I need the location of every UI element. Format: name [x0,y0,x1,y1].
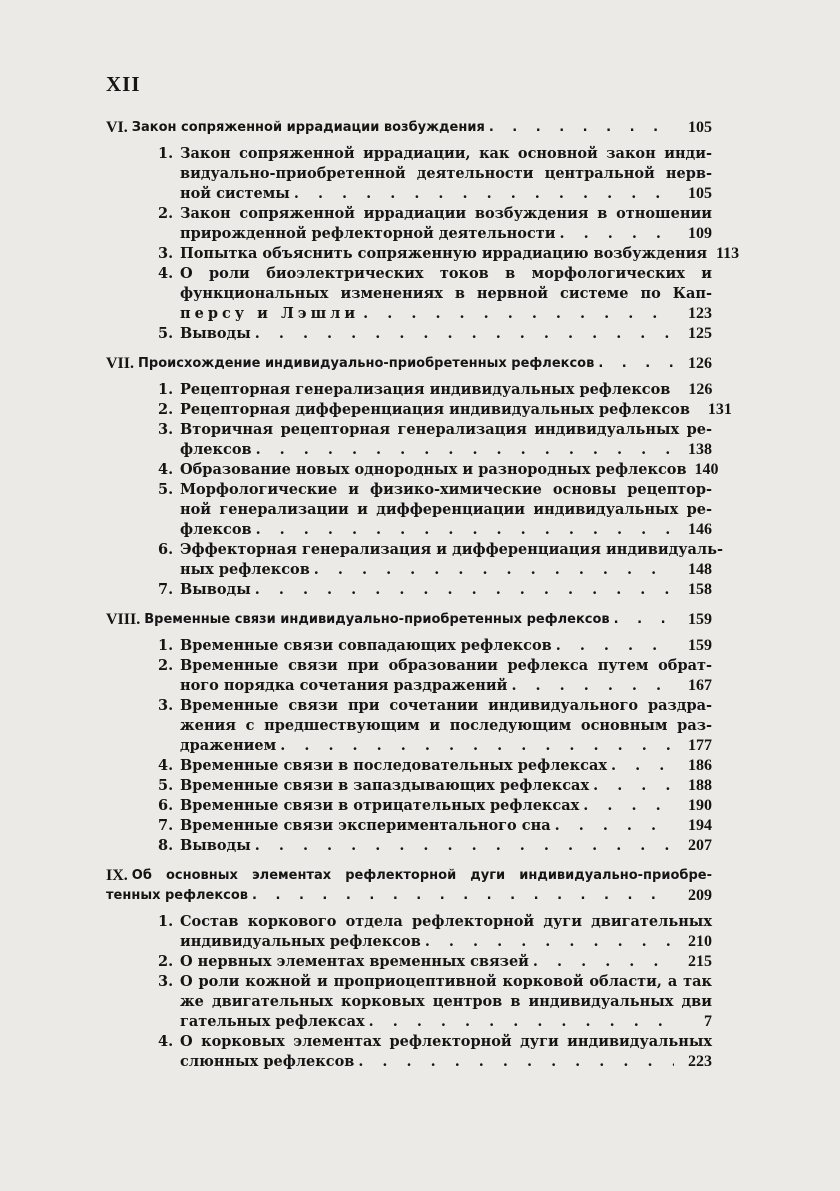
toc-entry [158,696,712,756]
entry-text: Выводы [180,581,251,598]
toc-entry [158,420,712,460]
entry-number: 6. [158,541,174,558]
leader-dots [314,560,674,580]
leader-dots [280,736,674,756]
chapter-title: Закон сопряженной иррадиации возбуждения [131,120,485,135]
entry-text: Временные связи при образовании рефлекса путем обрат- [180,657,712,674]
entry-text: жения с предшествующим и последующим основным раз- [180,717,712,734]
entry-number: 5. [158,777,174,794]
entry-text: Эффекторная генерализация и дифференциация индивидуаль- [180,541,723,558]
entry-number: 8. [158,837,174,854]
entry-text: слюнных рефлексов [180,1053,355,1070]
entry-text: флексов [180,441,252,458]
entry-text: Выводы [180,837,251,854]
page-ref: 105 [688,185,712,202]
entry-text: Временные связи в последовательных рефлексах [180,757,607,774]
chapter-vi [106,118,740,344]
entry-text: О нервных элементах временных связей [180,953,529,970]
entry-text: Временные связи при сочетании индивидуального раздра- [180,697,712,714]
entry-text: Временные связи совпадающих рефлексов [180,637,552,654]
page-ref: 138 [688,441,712,458]
leader-dots [560,224,674,244]
entry-text: индивидуальных рефлексов [180,933,421,950]
leader-dots [256,520,674,540]
page-ref: 177 [688,737,712,754]
leader-dots [255,324,674,344]
entry-text: Вторичная рецепторная генерализация индивидуальных ре- [180,421,712,438]
toc-entry [158,756,712,776]
toc-entry [158,400,732,420]
entry-text: Закон сопряженной иррадиации, как основной закон инди- [180,145,712,162]
entry-text: дражением [180,737,277,754]
entry-number: 4. [158,461,174,478]
chapter-heading [106,610,712,630]
entry-number: 3. [158,697,174,714]
chapter-heading [106,354,712,374]
entry-text: персу и Лэшли [180,305,360,322]
entry-text: Состав коркового отдела рефлекторной дуги двигательных [180,913,712,930]
page-number: XII [106,72,141,96]
entry-text: Временные связи в отрицательных рефлексах [180,797,580,814]
toc-entry [158,816,712,836]
entry-text: же двигательных корковых центров в индивидуальных дви [180,993,712,1010]
chapter-heading [106,118,712,138]
toc-entry [158,204,712,244]
page-ref: 105 [688,119,712,136]
leader-dots [252,886,674,906]
leader-dots [363,304,674,324]
page-ref: 123 [688,305,712,322]
toc-entry [158,972,712,1032]
page-ref: 125 [688,325,712,342]
leader-dots [358,1052,674,1072]
chapter-number: VIII. [106,611,141,628]
page-ref: 113 [715,245,740,262]
page-ref: 109 [688,225,712,242]
entry-number: 2. [158,401,174,418]
chapter-heading [106,866,712,906]
entry-number: 7. [158,817,174,834]
entry-text: Рецепторная дифференциация индивидуальных рефлексов [180,401,690,418]
entry-text: прирожденной рефлекторной деятельности [180,225,556,242]
entry-number: 1. [158,145,174,162]
toc-entry [158,776,712,796]
toc-entry [158,636,712,656]
leader-dots [256,440,674,460]
leader-dots [425,932,674,952]
chapter-title: тенных рефлексов [106,888,249,903]
entry-number: 5. [158,481,174,498]
entry-number: 3. [158,245,174,262]
page-ref: 194 [688,817,712,834]
toc-entry [158,656,712,696]
entry-number: 5. [158,325,174,342]
entry-number: 3. [158,973,174,990]
leader-dots [583,796,674,816]
chapter-title: Происхождение индивидуально-приобретенных рефлексов [138,356,595,371]
toc-entry [158,912,712,952]
page-ref: 167 [688,677,712,694]
chapter-number: VI. [106,119,128,136]
entry-text: Закон сопряженной иррадиации возбуждения в отношении [180,205,712,222]
entry-number: 4. [158,265,174,282]
page-ref: 140 [694,461,719,478]
leader-dots [369,1012,674,1032]
chapter-ix [106,866,712,1072]
toc-entry [158,324,712,344]
entry-number: 4. [158,1033,174,1050]
leader-dots [593,776,674,796]
page-ref: 126 [688,355,712,372]
page-ref: 186 [688,757,712,774]
toc-entry [158,144,712,204]
toc-entry [158,796,712,816]
entry-text: О корковых элементах рефлекторной дуги индивидуальных [180,1033,712,1050]
toc-entry [158,380,712,400]
leader-dots [294,184,674,204]
page-ref: 210 [688,933,712,950]
page-ref: 159 [688,637,712,654]
entry-text: ной системы [180,185,290,202]
toc-entry [158,540,723,580]
chapter-viii [106,610,712,856]
entry-number: 4. [158,757,174,774]
page-ref: 158 [688,581,712,598]
page-ref: 190 [688,797,712,814]
entry-text: О роли кожной и проприоцептивной корковой области, а так [180,973,712,990]
page-ref: 223 [688,1053,712,1070]
page-ref: 207 [688,837,712,854]
entry-number: 2. [158,953,174,970]
toc-entry [158,480,712,540]
entry-text: флексов [180,521,252,538]
entry-number: 2. [158,205,174,222]
chapter-vii [106,354,732,600]
entry-text: функциональных изменениях в нервной системе по Кап- [180,285,712,302]
entry-text: Рецепторная генерализация индивидуальных рефлексов [180,381,671,398]
leader-dots [255,580,674,600]
leader-dots [614,610,674,630]
entry-number: 2. [158,657,174,674]
entry-text: Временные связи экспериментального сна [180,817,551,834]
toc-entry [158,244,740,264]
chapter-number: IX. [106,867,128,884]
page-ref: 146 [688,521,712,538]
entry-number: 1. [158,913,174,930]
entry-number: 7. [158,581,174,598]
chapter-title: Об основных элементах рефлекторной дуги индивидуально-приобре- [131,868,712,883]
entry-text: ной генерализации и дифференциации индивидуальных ре- [180,501,712,518]
page-ref: 131 [707,401,732,418]
entry-number: 6. [158,797,174,814]
page-ref: 209 [688,887,712,904]
entry-number: 3. [158,421,174,438]
toc-entry [158,580,712,600]
page-ref: 148 [688,561,712,578]
entry-text: гательных рефлексах [180,1013,365,1030]
entry-number: 1. [158,381,174,398]
toc-entry [158,836,712,856]
page-ref: 188 [688,777,712,794]
entry-text: Морфологические и физико-химические основы рецептор- [180,481,712,498]
chapter-number: VII. [106,355,135,372]
chapter-title: Временные связи индивидуально-приобретенных рефлексов [144,612,610,627]
entry-text: видуально-приобретенной деятельности центральной нерв- [180,165,712,182]
leader-dots [489,118,674,138]
page-ref: 215 [688,953,712,970]
page-ref: 126 [688,381,713,398]
leader-dots [533,952,674,972]
entry-text: Попытка объяснить сопряженную иррадиацию возбуждения [180,245,708,262]
entry-number: 1. [158,637,174,654]
toc-entry [158,1032,712,1072]
table-of-contents [106,118,740,1082]
toc-entry [158,264,712,324]
entry-text: Временные связи в запаздывающих рефлексах [180,777,590,794]
toc-entry [158,952,712,972]
leader-dots [556,636,674,656]
toc-entry [158,460,719,480]
entry-text: Образование новых однородных и разнородных рефлексов [180,461,687,478]
leader-dots [255,836,674,856]
leader-dots [555,816,674,836]
entry-text: Выводы [180,325,251,342]
entry-text: О роли биоэлектрических токов в морфологических и [180,265,712,282]
entry-text: ного порядка сочетания раздражений [180,677,508,694]
page-ref: 7 [704,1013,712,1030]
page-ref: 159 [688,611,712,628]
entry-text: ных рефлексов [180,561,310,578]
leader-dots [611,756,674,776]
leader-dots [511,676,674,696]
leader-dots [598,354,674,374]
